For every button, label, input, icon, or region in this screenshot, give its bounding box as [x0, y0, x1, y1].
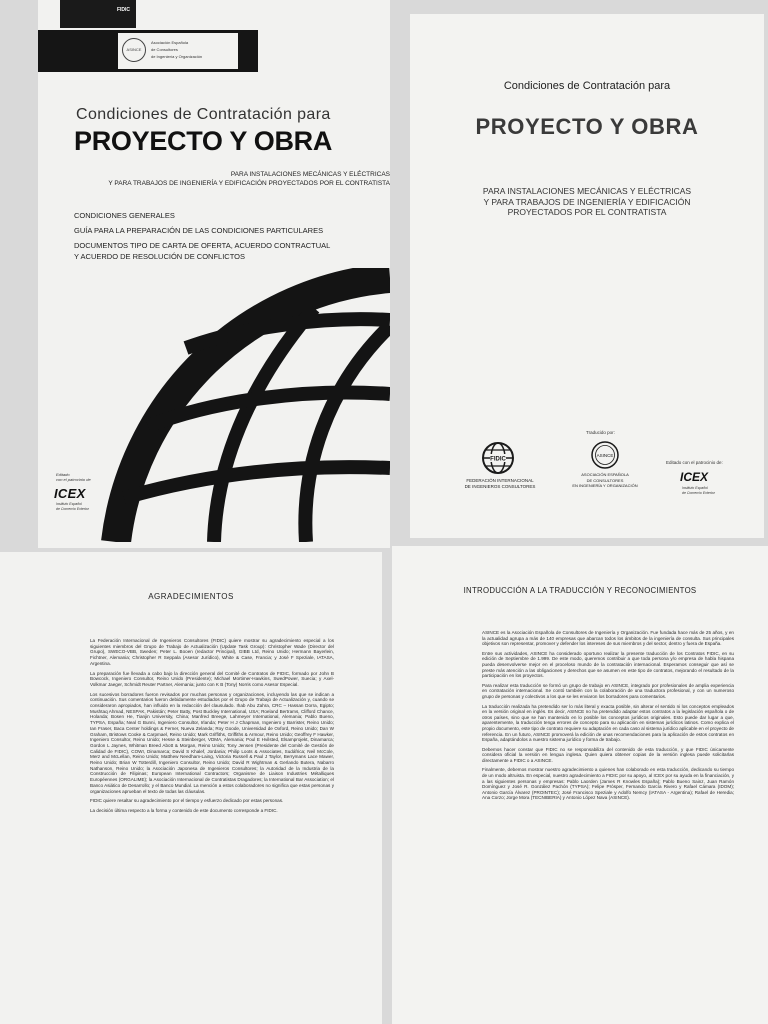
title-conditions-title: Condiciones de Contratación para: [503, 80, 671, 92]
cover-icex-subtitle: [56, 502, 89, 511]
ack-paragraph-3: Los sucesivos borradores fueron revisados por muchas personas y organizaciones, incluyendo las que se indican a continuación. Sus comentarios fueron debidamente estudiados por el Grupo de Trabajo de Actualización y, cuando se consideraron apropiados, han influido en la redacción del clausulado. Ihab Abu Zahra, CRC – Hassan Dorra, Egipto; Mushtaq Ahmad, NESPAK, Pakistán; Peter Batty, Post Buckley International, USA; Roeland Bertrams, Clifford Chance, Holanda; Bosen He, Tianjin University, China; Manfred Breege, Lahmeyer International, Alemania; Pablo Bueno, TYPSA, España; Neal G Bunni, Ingeniero Consultor, Irlanda; Peter H J Chapman, Ingeniero y Barrister, Reino Unido; Ian Fraser, Baca Center holdings & Ferner, Nueva Zelanda; Roy Goode, Universidad de Oxford, Reino Unido; Dan W Graham, Bristows Cooke & Carpmael, Reino Unido; Mark Griffiths, Griffiths & Armour, Reino Unido; Geoffrey F Hawker, Ingeniero Consultor, Reino Unido; Hesse & Steinberger, VDMA, Alemania; Poul E Hvilsted, Elsamprojekt, Dinamarca; Gordon L Jaynes, Whitman Breed Abott & Morgan, Reino Unido; Tony Jensen (Presidente del Comité de Gestión de Calidad de FIDIC), COWI, Dinamarca; David S Khalef, Jordania; Philip Loots & Associates, Sudáfrica; Neil McCole, Merz and McLellan, Reino Unido; Matthew Needham-Laing, Victoria Russell & Paul J Taylor, Berrymans Lace Mawer, Reino Unido; Brian W Totterdill, Ingeniero Consultor, Reino Unido; David R Wightman & Gerlando Butera, Nabarro Nathanson, Reino Unido; la Asociación Japonesa de Ingenieros Consultores; la Autoridad de la Industria de la Construcción de Filipinas; European International Contractors; Organisme de Liaison Industries Métalliques Européennes (ORGALIME); la Asociación Internacional de Contratistas Dragadores; la International Bar Association; el Banco Asiático de Desarrollo; y el Banco Mundial. La mención a estos colaboradores no significa que estas personas y organizaciones aprueban el texto de todas las cláusulas.: [90, 691, 334, 794]
introduction-heading: INTRODUCCIÓN A LA TRADUCCIÓN Y RECONOCIMIENTOS: [463, 586, 697, 595]
cover-subtitle-line-1: PARA INSTALACIONES MECÁNICAS Y ELÉCTRICAS: [230, 171, 390, 178]
intro-paragraph-6: Finalmente, debemos mostrar nuestro agradecimiento a quienes han colaborado en esta traducción, dedicando su tiempo de un modo altruista. En especial, nuestro agradecimiento a FIDIC por su apoyo, al ICEX por su ayuda en la financiación, y a las siguientes personas y empresas: Pablo Laorden (James R Knowles España); Pablo Bueno Sainz, Juan Ramón Domínguez y José R. González Pachón (TYPSA); Felipe Prósper, Fernando García Rivero y Rafael Cámara (IDOM); Antonio García Álvarez (PROINTEC); José Francisco Speziale y Adolfo Nemcy (IATASA - Argentina); Rafael de Heredia; Ana Corzo; Jorge Mora (TECNIBERIA) y Antonio López Nava (ASINCE).: [482, 767, 734, 801]
ack-paragraph-5: La decisión última respecto a la forma y contenido de este documento corresponde a FIDIC.: [90, 807, 278, 813]
asince-seal-text: ASINCE: [596, 453, 614, 458]
ack-paragraph-2: La preparación fue llevada a cabo bajo la dirección general del Comité de Contratos de FIDIC, formado por John B Bowcock, Ingeniero Consultor, Reino Unido (Presidente); Michael Mortimer-Hawkins, SwedPower, Suecia; y Axel-Volkmar Jaeger, Schmidt Reuter Partner, Alemania; junto con K B (Tony) Norris como Asesor Especial.: [90, 670, 334, 687]
cover-icex-logo: ICEX: [54, 486, 86, 501]
globe-meridian-2: [305, 326, 390, 542]
fidic-caption-line-2: DE INGENIEROS CONSULTORES: [464, 484, 536, 489]
title-icex-sub-2: de Comercio Exterior: [682, 490, 715, 495]
asince-caption-line-3: EN INGENIERÍA Y ORGANIZACIÓN: [572, 483, 638, 488]
title-icex-subtitle: [682, 486, 715, 495]
title-icex-sub-1: Instituto Español: [682, 486, 708, 490]
acknowledgements-page: [0, 552, 382, 1024]
asince-band-box: [118, 33, 238, 69]
asince-caption-line-1: ASOCIACIÓN ESPAÑOLA: [581, 472, 629, 477]
intro-paragraph-3: Para realizar esta traducción se formó un grupo de trabajo en ASINCE, integrado por profesionales de amplia experiencia en contratación internacional. Se contó también con la colaboración de una traductora profesional, y con un numeroso grupo de personas y colectivos a los que se les enviaron los borradores para comentarios.: [482, 682, 734, 699]
title-subtitle: [410, 186, 764, 218]
intro-paragraph-5: Debemos hacer constar que FIDIC no se responsabiliza del contenido de esta traducción, y que FIDIC únicamente considera oficial la versión en lengua inglesa. Quien quiera obtener copias de la versión inglesa puede solicitarlas directamente a FIDIC o a ASINCE.: [482, 746, 734, 763]
cover-item-documents-line-2: Y ACUERDO DE RESOLUCIÓN DE CONFLICTOS: [74, 252, 246, 261]
title-page: [410, 14, 764, 538]
cover-edited-line-2: con el patrocinio de: [56, 477, 91, 482]
acknowledgements-body: [90, 638, 334, 818]
asince-band-text: [151, 39, 202, 60]
acknowledgements-heading: AGRADECIMIENTOS: [148, 592, 234, 601]
cover-item-guide: GUÍA PARA LA PREPARACIÓN DE LAS CONDICIONES PARTICULARES: [74, 226, 324, 235]
fidic-tab-mark: FIDIC: [116, 7, 130, 13]
ack-paragraph-4: FIDIC quiere resaltar su agradecimiento por el tiempo y esfuerzo dedicado por estas personas.: [90, 798, 284, 804]
fidic-caption: [452, 478, 548, 490]
band-line-3: de Ingeniería y Organización: [151, 54, 203, 59]
globe-grid-graphic: [96, 268, 390, 542]
translated-by-label: Traducido por:: [586, 430, 615, 435]
asince-seal-icon: [590, 440, 620, 470]
cover-main-title: PROYECTO Y OBRA: [74, 126, 333, 156]
cover-edited-line-1: Editado: [56, 472, 70, 477]
introduction-body: [482, 630, 734, 805]
fidic-globe-icon: [482, 442, 514, 474]
title-subtitle-line-1: PARA INSTALACIONES MECÁNICAS Y ELÉCTRICAS: [482, 186, 692, 196]
cover-subtitle-line-2: Y PARA TRABAJOS DE INGENIERÍA Y EDIFICACIÓN PROYECTADOS POR EL CONTRATISTA: [108, 180, 390, 187]
cover-item-documents-line-1: DOCUMENTOS TIPO DE CARTA DE OFERTA, ACUERDO CONTRACTUAL: [74, 241, 331, 250]
asince-caption-line-2: DE CONSULTORES: [586, 477, 624, 483]
asince-caption: [562, 472, 648, 489]
cover-top-tab: [60, 0, 136, 28]
cover-page: [38, 0, 390, 548]
title-main-title: PROYECTO Y OBRA: [475, 114, 699, 139]
cover-item-general-conditions: CONDICIONES GENERALES: [74, 211, 175, 220]
asince-logo-icon: ASINCE: [122, 38, 146, 62]
intro-paragraph-2: Entre sus actividades, ASINCE ha considerado oportuno realizar la presente traducción de los Contratos FIDIC, en su edición de Septiembre de 1.999. De este modo, queremos contribuir a que toda persona y/o empresa de habla hispana pueda desenvolverse mejor en el proceloso mundo de la contratación internacional. Esperamos conseguir que así se preste más atención a las obligaciones y derechos que se asumen en este tipo de contratos, mejorando el resultado de la participación en los proyectos.: [482, 650, 734, 679]
cover-conditions-title: Condiciones de Contratación para: [76, 106, 331, 123]
title-subtitle-line-2: Y PARA TRABAJOS DE INGENIERÍA Y EDIFICACIÓN: [483, 196, 691, 207]
intro-paragraph-4: La traducción realizada ha pretendido ser lo más literal y exacta posible, sin alterar el sentido ni los conceptos empleados en la versión original en inglés. Es decir, ASINCE no ha pretendido adaptar estos contratos a la legislación española o de otros países, sino que se han mantenido en lo posible los conceptos jurídicos originales. Esto puede dar lugar a que, aparentemente, la traducción tenga errores de concepto para su aplicación en sistemas jurídicos latinos. Como explica el propio documento, este tipo de contrato requiere su adaptación en cada caso al sistema jurídico aplicable en el proyecto de referencia. En un futuro, ASINCE promoverá la edición de unas recomendaciones para la aplicación de estos contratos en España, adaptándolos a nuestro sistema jurídico y forma de trabajo.: [482, 703, 734, 743]
cover-subtitle: [106, 170, 390, 188]
cover-icex-sub-1: Instituto Español: [56, 502, 82, 506]
intro-paragraph-1: ASINCE es la Asociación Española de Consultores de Ingeniería y Organización. Fue fundada hace más de 25 años, y en la actualidad agrupa a más de 140 empresas que abarcan todos los ámbitos de la ingeniería de consulta. Sus principales objetivos son representar, promover y defender los intereses de sus miembros y del sector, dentro y fuera de España.: [482, 630, 734, 647]
fidic-caption-line-1: FEDERACIÓN INTERNACIONAL: [466, 478, 534, 483]
cover-edited-note: [56, 472, 91, 482]
title-subtitle-line-3: PROYECTADOS POR EL CONTRATISTA: [507, 207, 667, 217]
ack-paragraph-1: La Federación Internacional de Ingenieros Consultores (FIDIC) quiere mostrar su agradecimiento especial a los siguientes miembros del Grupo de Trabajo de Actualización (Update Task Group): Christopher Wade (Director del Grupo), SWECO-VBB, Sweden; Peter L. Booen (redactor Principal), GIBB Ltd, Reino Unido; Hermann Bayerlein, Fichtner, Alemania; Christopher R Seppala (Asesor Jurídico), White & Case, Francia; y José F Speziale, IATASA, Argentina.: [90, 638, 334, 666]
edited-sponsor-label: Editado con el patrocinio de:: [666, 460, 723, 465]
band-line-1: Asociación Española: [151, 40, 189, 45]
globe-parallel-3: [124, 467, 390, 498]
introduction-page: [392, 546, 768, 1024]
title-icex-logo: ICEX: [680, 470, 709, 484]
cover-icex-sub-2: de Comercio Exterior: [56, 506, 89, 511]
cover-contents-list: [74, 210, 330, 262]
cover-black-band: [38, 30, 258, 72]
band-line-2: de Consultores: [151, 47, 178, 52]
fidic-logo-text: FIDIC: [490, 456, 506, 463]
